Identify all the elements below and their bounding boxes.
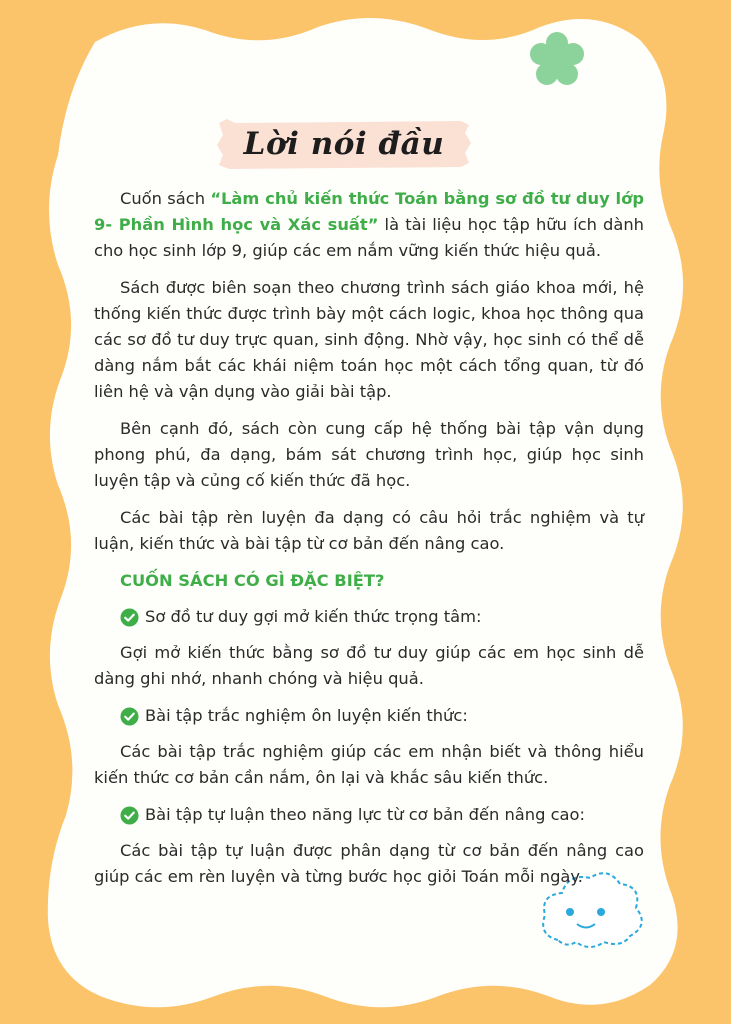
paragraph: Bên cạnh đó, sách còn cung cấp hệ thống bài tập vận dụng phong phú, đa dạng, bám sát chương trình học, giúp học sinh luyện tập và củng cố kiến thức đã học.: [94, 419, 644, 490]
feature-description: Các bài tập trắc nghiệm giúp các em nhận biết và thông hiểu kiến thức cơ bản cần nắm, ôn lại và khắc sâu kiến thức.: [94, 742, 644, 787]
preface-content: [94, 186, 644, 901]
special-heading: CUỐN SÁCH CÓ GÌ ĐẶC BIỆT?: [120, 571, 385, 590]
feature-item: [94, 802, 644, 828]
intro-prefix: Cuốn sách: [120, 189, 211, 208]
feature-description: Các bài tập tự luận được phân dạng từ cơ bản đến nâng cao giúp các em rèn luyện và từng bước học giỏi Toán mỗi ngày.: [94, 841, 644, 886]
page-title: Lời nói đầu: [243, 126, 445, 162]
check-circle-icon: [120, 707, 139, 726]
paragraph: Sách được biên soạn theo chương trình sách giáo khoa mới, hệ thống kiến thức được trình bày một cách logic, khoa học thông qua các sơ đồ tư duy trực quan, sinh động. Nhờ vậy, học sinh có thể dễ dàng nắm bắt các khái niệm toán học một cách tổng quan, từ đó liên hệ và vận dụng vào giải bài tập.: [94, 278, 644, 401]
feature-item: [94, 604, 644, 630]
paragraph: Các bài tập rèn luyện đa dạng có câu hỏi trắc nghiệm và tự luận, kiến thức và bài tập từ cơ bản đến nâng cao.: [94, 508, 644, 553]
book-title: “Làm chủ kiến thức Toán bằng sơ đồ tư duy lớp 9- Phần Hình học và Xác suất”: [94, 189, 644, 234]
feature-label: Sơ đồ tư duy gợi mở kiến thức trọng tâm:: [145, 607, 482, 626]
feature-description: Gợi mở kiến thức bằng sơ đồ tư duy giúp các em học sinh dễ dàng ghi nhớ, nhanh chóng và hiệu quả.: [94, 643, 644, 688]
intro-suffix: là tài liệu học tập hữu ích dành cho học sinh lớp 9, giúp các em nắm vững kiến thức hiệu quả.: [94, 215, 644, 260]
intro-paragraph: [94, 186, 644, 264]
feature-label: Bài tập trắc nghiệm ôn luyện kiến thức:: [145, 706, 468, 725]
check-circle-icon: [120, 608, 139, 627]
feature-item: [94, 703, 644, 729]
feature-label: Bài tập tự luận theo năng lực từ cơ bản đến nâng cao:: [145, 805, 585, 824]
check-circle-icon: [120, 806, 139, 825]
